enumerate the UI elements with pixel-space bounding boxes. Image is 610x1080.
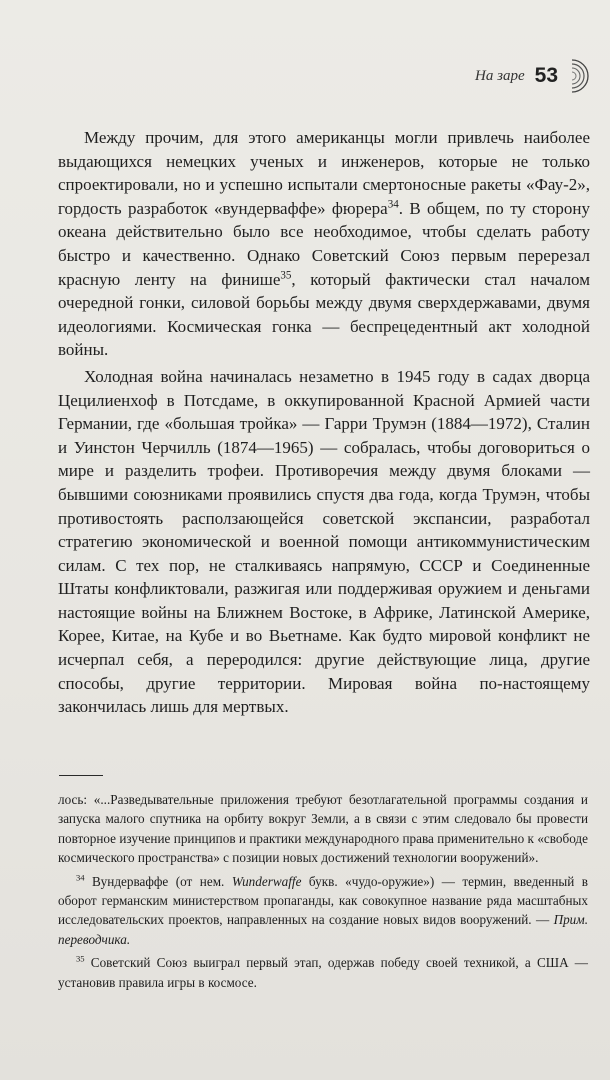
footnote-divider — [59, 775, 103, 776]
section-title: На заре — [475, 67, 525, 84]
footnote-34-term: Wunderwaffe — [231, 873, 302, 889]
paragraph-space-race — [58, 126, 590, 362]
concentric-arcs-icon — [568, 58, 594, 94]
paragraph-1-part-b: . В общем, по ту сторону океана действительно было все необходимое, чтобы сделать работу быстро и качественно. Однако Советский Союз первым перерезал красную ленту на финише — [58, 198, 590, 289]
running-header — [475, 58, 594, 94]
footnote-34-text-b: букв. «чудо-оружие») — термин, введенный в оборот германским министерством пропаганды, как совокупное название ряда масштабных исследовательских проектов, направленных на создание новых видов вооружений. — — [58, 873, 588, 928]
footnote-34 — [58, 872, 588, 950]
main-text — [58, 126, 590, 722]
footnote-35-number: 35 — [76, 953, 85, 964]
footnote-34-number: 34 — [76, 872, 85, 883]
footnotes — [58, 790, 588, 996]
page-number: 53 — [534, 64, 558, 87]
footnote-35 — [58, 953, 588, 992]
paragraph-cold-war: Холодная война начиналась незаметно в 1945 году в садах дворца Цецилиенхоф в Потсдаме, в оккупированной Красной Армией части Германии, где «большая тройка» — Гарри Трумэн (1884—1972), Сталин и Уинстон Черчилль (1874—1965) — собралась, чтобы договориться о мире и разделить трофеи. Противоречия между двумя блоками — бывшими союзниками проявились спустя два года, когда Трумэн, чтобы противостоять расползающейся советской экспансии, разработал стратегию экономической и военной помощи антикоммунистическим силам. С тех пор, не сталкиваясь напрямую, СССР и Соединенные Штаты конфликтовали, разжигая или поддерживая оружием и деньгами настоящие войны на Ближнем Востоке, в Африке, Латинской Америке, Корее, Китае, на Кубе и во Вьетнаме. Как будто мировой конфликт не исчерпал себя, а переродился: другие действующие лица, другие способы, другие территории. Мировая война по-настоящему закончилась лишь для мертвых. — [58, 366, 590, 717]
footnote-35-text: Советский Союз выиграл первый этап, одержав победу своей техникой, а США — установив правила игры в космосе. — [58, 955, 588, 990]
footnote-continued: лось: «...Разведывательные приложения требуют безотлагательной программы создания и запуска малого спутника на орбиту вокруг Земли, а в связи с этим следовало бы провести повторное изучение принципов и практики международного права применительно к «свободе космического пространства» с позиции новых достижений технологии вооружений». — [58, 792, 588, 866]
footnote-34-text-a: Вундерваффе (от нем. — [84, 873, 232, 889]
footnote-ref-34: 34 — [387, 198, 399, 211]
translator-note: Прим. переводчика. — [58, 912, 588, 947]
paragraph-1-part-c: , который фактически стал началом очередной гонки, силовой борьбы между двумя сверхдержавами, двумя идеологиями. Космическая гонка — беспрецедентный акт холодной войны. — [58, 269, 590, 360]
paragraph-1-part-a: Между прочим, для этого американцы могли привлечь наиболее выдающихся немецких ученых и инженеров, которые не только спроектировали, но и успешно испытали смертоносные ракеты «Фау-2», гордость разработок «вундерваффе» фюрера — [58, 128, 590, 218]
footnote-ref-35: 35 — [280, 268, 292, 281]
